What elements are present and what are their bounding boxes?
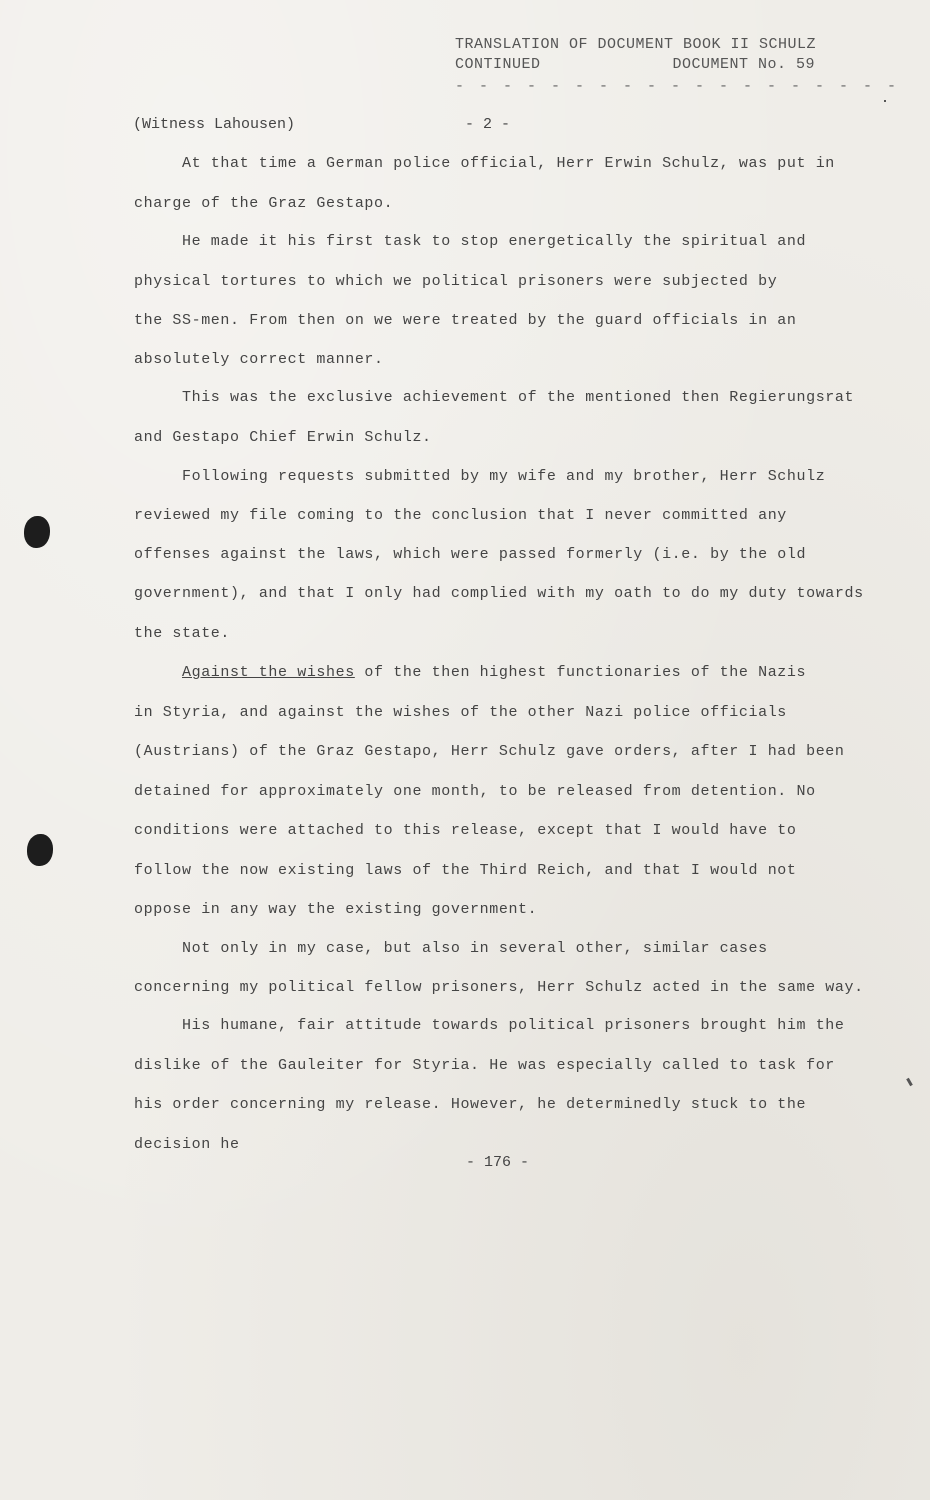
- body-line: Not only in my case, but also in several other, similar cases: [182, 940, 768, 957]
- punch-hole: [27, 834, 53, 866]
- body-line: physical tortures to which we political prisoners were subjected by: [134, 273, 778, 290]
- body-line: His humane, fair attitude towards political prisoners brought him the: [182, 1017, 845, 1034]
- body-line: the SS-men. From then on we were treated by the guard officials in an: [134, 312, 797, 329]
- body-line-rest: of the then highest functionaries of the Nazis: [354, 664, 807, 681]
- body-line: (Austrians) of the Graz Gestapo, Herr Schulz gave orders, after I had been: [134, 743, 845, 760]
- body-line: government), and that I only had complied with my oath to do my duty towards: [134, 585, 864, 602]
- body-line: charge of the Graz Gestapo.: [134, 195, 394, 212]
- header-divider: - - - - - - - - - - - - - - - - - - -: [455, 78, 900, 95]
- body-line: decision he: [134, 1136, 240, 1153]
- header-document-number: DOCUMENT No. 59: [672, 56, 815, 73]
- body-line: dislike of the Gauleiter for Styria. He was especially called to task for: [134, 1057, 835, 1074]
- body-line: his order concerning my release. However, he determinedly stuck to the: [134, 1096, 807, 1113]
- body-line: concerning my political fellow prisoners, Herr Schulz acted in the same way.: [134, 979, 864, 996]
- body-line: conditions were attached to this release, except that I would have to: [134, 822, 797, 839]
- document-header: [455, 35, 900, 97]
- body-line: oppose in any way the existing government.: [134, 901, 538, 918]
- body-line: He made it his first task to stop energetically the spiritual and: [182, 233, 807, 250]
- witness-label: (Witness Lahousen): [133, 116, 296, 133]
- body-line: absolutely correct manner.: [134, 351, 384, 368]
- header-subline: [455, 55, 815, 75]
- body-line: reviewed my file coming to the conclusion that I never committed any: [134, 507, 787, 524]
- body-line: Following requests submitted by my wife and my brother, Herr Schulz: [182, 468, 826, 485]
- body-line: [182, 664, 806, 681]
- ink-speck: [906, 1078, 913, 1086]
- body-line: offenses against the laws, which were passed formerly (i.e. by the old: [134, 546, 807, 563]
- body-line: At that time a German police official, Herr Erwin Schulz, was put in: [182, 155, 835, 172]
- footer-page-number: - 176 -: [466, 1154, 530, 1171]
- punch-hole: [24, 516, 50, 548]
- body-line: This was the exclusive achievement of the mentioned then Regierungsrat: [182, 389, 855, 406]
- header-title: TRANSLATION OF DOCUMENT BOOK II SCHULZ: [455, 36, 817, 53]
- body-line: and Gestapo Chief Erwin Schulz.: [134, 429, 432, 446]
- page-marker: - 2 -: [465, 116, 511, 133]
- ink-speck: [884, 100, 886, 102]
- body-line: follow the now existing laws of the Third Reich, and that I would not: [134, 862, 797, 879]
- body-line: detained for approximately one month, to be released from detention. No: [134, 783, 816, 800]
- body-line: in Styria, and against the wishes of the other Nazi police officials: [134, 704, 787, 721]
- body-line: the state.: [134, 625, 231, 642]
- header-continued: CONTINUED: [455, 56, 541, 73]
- underlined-phrase: Against the wishes: [182, 664, 355, 681]
